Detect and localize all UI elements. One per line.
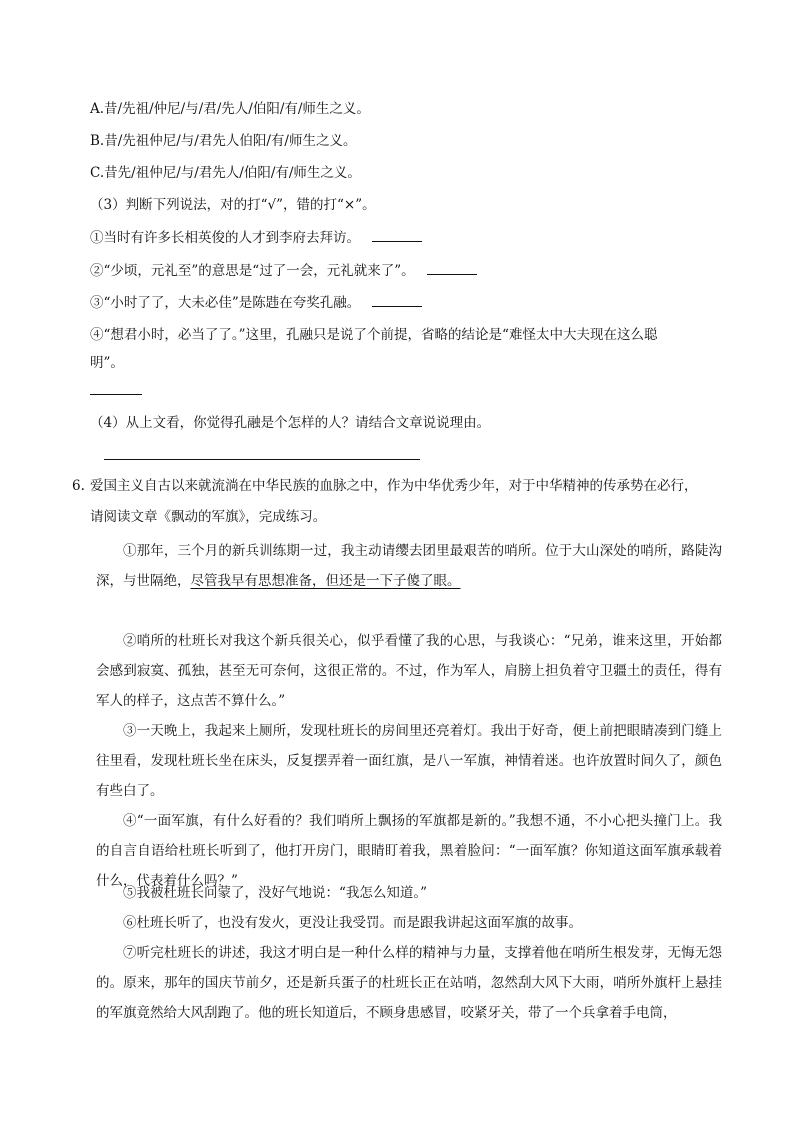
q6-number: 6.	[72, 478, 85, 494]
q3-item-2-text: ②“少顷，元礼至”的意思是“过了一会，元礼就来了”。	[90, 263, 415, 279]
q3-prompt: （3）判断下列说法，对的打“√”，错的打“×”。	[90, 197, 376, 213]
q3-item-1	[90, 227, 730, 249]
q6-intro-line1: 爱国主义自古以来就流淌在中华民族的血脉之中，作为中华优秀少年，对于中华精神的传承势在必行，	[90, 478, 698, 494]
q3-item-4-line1: ④“想君小时，必当了了。”这里，孔融只是说了个前提，省略的结论是“难怪太中大夫现在这么聪	[90, 327, 658, 343]
answer-blank-2[interactable]	[427, 273, 477, 275]
q4-prompt: （4）从上文看，你觉得孔融是个怎样的人？请结合文章说说理由。	[90, 415, 491, 431]
answer-blank-4[interactable]	[90, 394, 142, 395]
paragraph-7: ⑦听完杜班长的讲述，我这才明白是一种什么样的精神与力量，支撑着他在哨所生根发芽，无悔无怨的。原来，那年的国庆节前夕，还是新兵蛋子的杜班长正在站哨，忽然刮大风下大雨，哨所外旗杆上悬挂的军旗竟然给大风刮跑了。他的班长知道后，不顾身患感冒，咬紧牙关，带了一个兵拿着手电筒，	[96, 945, 722, 1021]
q6-intro-line2: 请阅读文章《飘动的军旗》，完成练习。	[90, 509, 327, 525]
option-b: B.昔/先祖仲尼/与/君先人伯阳/有/师生之义。	[90, 133, 357, 149]
option-c: C.昔先/祖仲尼/与/君先人/伯阳/有/师生之义。	[90, 165, 361, 181]
q3-item-1-text: ①当时有许多长相英俊的人才到李府去拜访。	[90, 230, 360, 246]
option-a: A.昔/先祖/仲尼/与/君/先人/伯阳/有/师生之义。	[90, 101, 370, 117]
answer-line-q4[interactable]	[104, 459, 420, 460]
paragraph-6: ⑥杜班长听了，也没有发火，更没让我受罚。而是跟我讲起这面军旗的故事。	[123, 915, 582, 931]
paragraph-5: ⑤我被杜班长问蒙了，没好气地说：“我怎么知道。”	[123, 885, 428, 901]
q3-item-2	[90, 260, 730, 282]
answer-blank-1[interactable]	[372, 240, 422, 242]
paragraph-1	[96, 536, 722, 596]
q3-item-3-text: ③“小时了了，大未必佳”是陈韪在夸奖孔融。	[90, 295, 361, 311]
q3-item-3	[90, 292, 730, 314]
paragraph-4: ④“一面军旗，有什么好看的？我们哨所上飘扬的军旗都是新的。”我想不通，不小心把头撞门上。我的自言自语给杜班长听到了，他打开房门，眼睛盯着我，黑着脸问：“一面军旗？你知道这面军旗承载着什么，代表着什么吗？”	[96, 813, 722, 889]
underlined-sentence: 尽管我早有思想准备，但还是一下子傻了眼。	[190, 573, 461, 589]
paragraph-3: ③一天晚上，我起来上厕所，发现杜班长的房间里还亮着灯。我出于好奇，便上前把眼睛凑到门缝上往里看，发现杜班长坐在床头，反复摆弄着一面红旗，是八一军旗，神情着迷。也许放置时间久了，颜色有些白了。	[96, 723, 722, 799]
q3-item-4-line2: 明”。	[90, 355, 124, 371]
paragraph-1-text: ①那年，三个月的新兵训练期一过，我主动请缨去团里最艰苦的哨所。位于大山深处的哨所，路陡沟深，与世隔绝，	[96, 543, 722, 589]
answer-blank-3[interactable]	[372, 305, 422, 307]
paragraph-2: ②哨所的杜班长对我这个新兵很关心，似乎看懂了我的心思，与我谈心：“兄弟，谁来这里，开始都会感到寂寞、孤独，甚至无可奈何，这很正常的。不过，作为军人，肩膀上担负着守卫疆土的责任，得有军人的样子，这点苦不算什么。”	[96, 633, 722, 709]
